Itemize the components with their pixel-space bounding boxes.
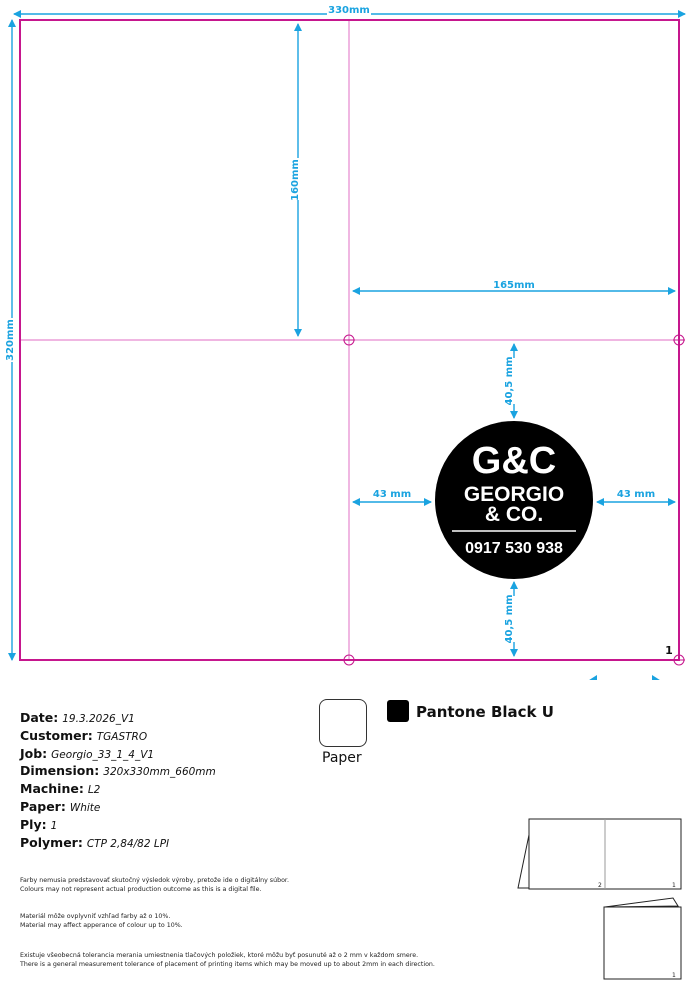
fold-diagram (510, 810, 690, 990)
margin-bottom-dimension-label: 40,5 mm (504, 594, 515, 644)
margin-right-dimension-label: 43 mm (616, 489, 656, 500)
info-dimension: Dimension: 320x330mm_660mm (20, 763, 216, 779)
open-panel-left-number: 2 (598, 882, 602, 889)
double-arrow-icon (575, 675, 674, 680)
info-job: Job: Georgio_33_1_4_V1 (20, 745, 155, 761)
logo-initials: G&C (471, 440, 557, 482)
note-tolerance-disclaimer: Existuje všeobecná tolerancia merania umiestnenia tlačových položiek, ktoré môžu byť posunuté až o 2 mm v každom smere. There is a general measurement tolerance of placement of printing items which may be moved up to about 2mm in each direction. (20, 952, 435, 968)
note-colour-disclaimer: Farby nemusia predstavovať skutočný výsledok výroby, pretože ide o digitálny súbor. Colours may not represent actual production outcome as this is a digital file. (20, 877, 289, 893)
open-fold-diagram (518, 819, 681, 889)
half-height-dimension-label: 160mm (290, 159, 301, 201)
folded-diagram (604, 898, 681, 979)
logo-phone: 0917 530 938 (465, 540, 563, 557)
width-dimension-label: 330mm (328, 5, 370, 16)
folded-panel-number: 1 (672, 972, 676, 979)
half-width-dimension-label: 165mm (493, 280, 535, 291)
paper-swatch-label: Paper (322, 750, 362, 766)
logo (435, 421, 593, 579)
job-info (20, 710, 320, 852)
margin-left-dimension-label: 43 mm (372, 489, 412, 500)
info-polymer: Polymer: CTP 2,84/82 LPI (20, 834, 170, 850)
info-date: Date: 19.3.2026_V1 (20, 710, 135, 725)
info-paper: Paper: White (20, 798, 101, 814)
paper-swatch (319, 699, 367, 747)
pantone-swatch-label: Pantone Black U (416, 703, 554, 721)
page-number: 1 (665, 644, 673, 657)
note-material-disclaimer: Materiál môže ovplyvniť vzhľad farby až o 10%. Material may affect apperance of colour up to 10%. (20, 913, 183, 929)
logo-name-line2: & CO. (484, 503, 544, 526)
open-panel-right-number: 1 (672, 882, 676, 889)
info-ply: Ply: 1 (20, 816, 58, 832)
info-machine: Machine: L2 (20, 781, 101, 797)
pantone-black-swatch (387, 700, 409, 722)
margin-top-dimension-label: 40,5 mm (504, 356, 515, 406)
info-customer: Customer: TGASTRO (20, 727, 148, 743)
logo-name-line1: GEORGIO (463, 483, 565, 506)
height-dimension-label: 320mm (5, 319, 16, 361)
